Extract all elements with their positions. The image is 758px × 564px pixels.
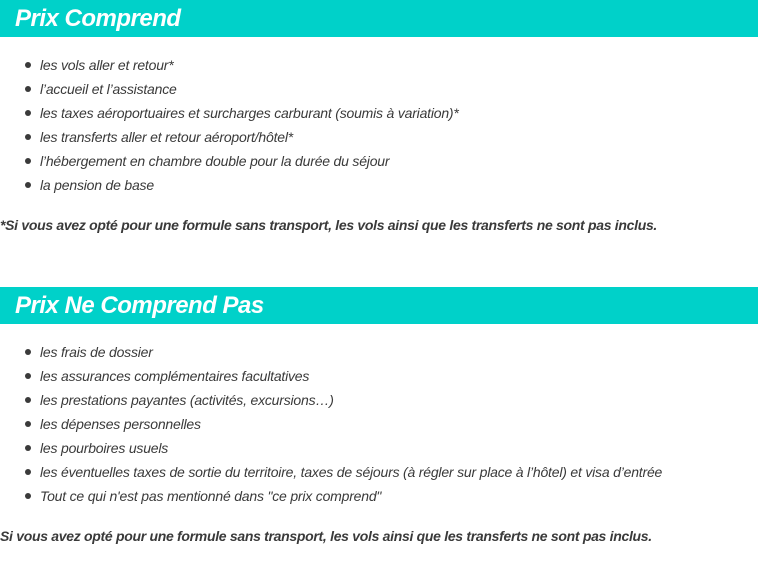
bullet-icon <box>25 349 31 355</box>
list-item: les prestations payantes (activités, excursions…) <box>40 388 662 412</box>
section-header-prix-ne-comprend-pas <box>0 287 758 324</box>
transport-note: Si vous avez opté pour une formule sans transport, les vols ainsi que les transferts ne sont pas inclus. <box>0 528 652 544</box>
section-title: Prix Ne Comprend Pas <box>15 292 264 319</box>
list-item: les pourboires usuels <box>40 436 662 460</box>
list-item: les frais de dossier <box>40 340 662 364</box>
bullet-icon <box>25 110 31 116</box>
bullet-icon <box>25 421 31 427</box>
excluded-list <box>0 340 662 508</box>
list-item: les transferts aller et retour aéroport/hôtel* <box>40 125 459 149</box>
list-item: Tout ce qui n'est pas mentionné dans "ce prix comprend" <box>40 484 662 508</box>
bullet-icon <box>25 397 31 403</box>
bullet-icon <box>25 182 31 188</box>
transport-note: *Si vous avez opté pour une formule sans transport, les vols ainsi que les transferts ne sont pas inclus. <box>0 217 658 233</box>
bullet-icon <box>25 86 31 92</box>
list-item: les taxes aéroportuaires et surcharges carburant (soumis à variation)* <box>40 101 459 125</box>
list-item: les éventuelles taxes de sortie du territoire, taxes de séjours (à régler sur place à l’hôtel) et visa d’entrée <box>40 460 662 484</box>
list-item: l’hébergement en chambre double pour la durée du séjour <box>40 149 459 173</box>
list-item: la pension de base <box>40 173 459 197</box>
bullet-icon <box>25 469 31 475</box>
bullet-icon <box>25 134 31 140</box>
section-header-prix-comprend <box>0 0 758 37</box>
list-item: les assurances complémentaires facultatives <box>40 364 662 388</box>
included-list <box>0 53 459 197</box>
list-item: les dépenses personnelles <box>40 412 662 436</box>
list-item: les vols aller et retour* <box>40 53 459 77</box>
bullet-icon <box>25 62 31 68</box>
list-item: l’accueil et l’assistance <box>40 77 459 101</box>
bullet-icon <box>25 445 31 451</box>
bullet-icon <box>25 158 31 164</box>
bullet-icon <box>25 373 31 379</box>
bullet-icon <box>25 493 31 499</box>
section-title: Prix Comprend <box>15 5 181 32</box>
